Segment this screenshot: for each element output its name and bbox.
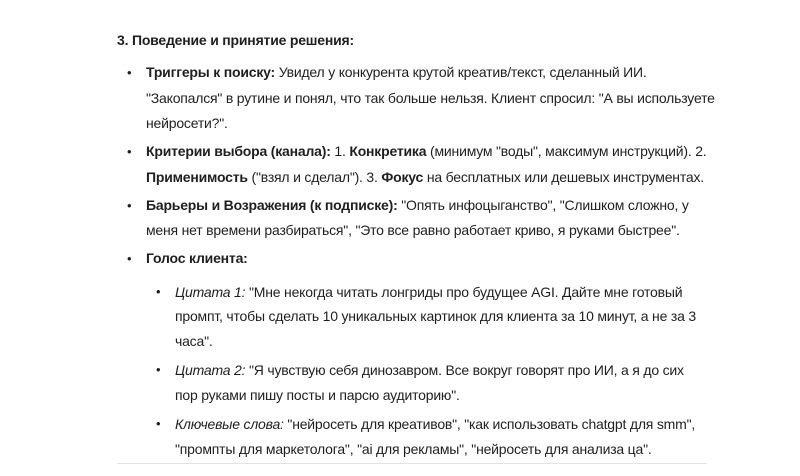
- item-text: "нейросеть для креативов", "как использовать chatgpt для smm", "промпты для маркетолога", "ai для рекламы", "нейросеть для анализа ца".: [175, 416, 696, 457]
- criterion-1: Конкретика: [349, 143, 427, 159]
- item-text: "Я чувствую себя динозавром. Все вокруг говорят про ИИ, а я до сих пор руками пишу посты и парсю аудиторию".: [175, 362, 684, 403]
- bullet-icon: •: [127, 144, 132, 159]
- item-label: Ключевые слова:: [175, 416, 284, 432]
- divider: [117, 463, 707, 464]
- item-text: Увидел у конкурента крутой креатив/текст, сделанный ИИ. "Закопался" в рутине и понял, что так больше нельзя. Клиент спросил: "А вы используете нейросети?".: [146, 64, 715, 131]
- item-label: Цитата 2:: [175, 362, 246, 378]
- customer-voice-list: [156, 280, 706, 462]
- criterion-3: Фокус: [381, 168, 424, 185]
- item-text: (минимум "воды", максимум инструкций). 2.: [426, 143, 707, 159]
- list-item-keywords: [156, 412, 706, 461]
- item-text: "Опять инфоцыганство", "Слишком сложно, у меня нет времени разбираться", "Это все равно работает криво, я руками быстрее".: [146, 196, 689, 238]
- bullet-icon: •: [127, 65, 132, 80]
- behavior-list: [127, 60, 717, 466]
- item-label: Критерии выбора (канала):: [146, 143, 331, 159]
- item-label: Цитата 1:: [175, 283, 246, 300]
- item-text: "Мне некогда читать лонгриды про будущее AGI. Дайте мне готовый промпт, чтобы сделать 10 уникальных картинок для клиента за 10 минут, а не за 3 часа".: [175, 283, 696, 349]
- bullet-icon: •: [127, 251, 132, 266]
- bullet-icon: •: [156, 283, 161, 299]
- item-label: Голос клиента:: [146, 250, 248, 266]
- list-item-triggers: [127, 60, 717, 137]
- criterion-2: Применимость: [146, 168, 248, 185]
- bullet-icon: •: [156, 416, 161, 431]
- list-item-customer-voice: [127, 246, 717, 461]
- item-text: ("взял и сделал"). 3.: [247, 168, 382, 185]
- section-heading: 3. Поведение и принятие решения:: [117, 32, 354, 48]
- item-label: Барьеры и Возражения (к подписке):: [146, 196, 398, 213]
- item-text: на бесплатных или дешевых инструментах.: [423, 168, 704, 185]
- bullet-icon: •: [127, 197, 132, 213]
- item-text: 1.: [330, 143, 350, 159]
- list-item-criteria: [127, 139, 717, 190]
- item-label: Триггеры к поиску:: [146, 64, 275, 80]
- list-item-barriers: [127, 193, 717, 244]
- bullet-icon: •: [156, 362, 161, 377]
- list-item-quote-1: [156, 280, 706, 354]
- list-item-quote-2: [156, 358, 706, 407]
